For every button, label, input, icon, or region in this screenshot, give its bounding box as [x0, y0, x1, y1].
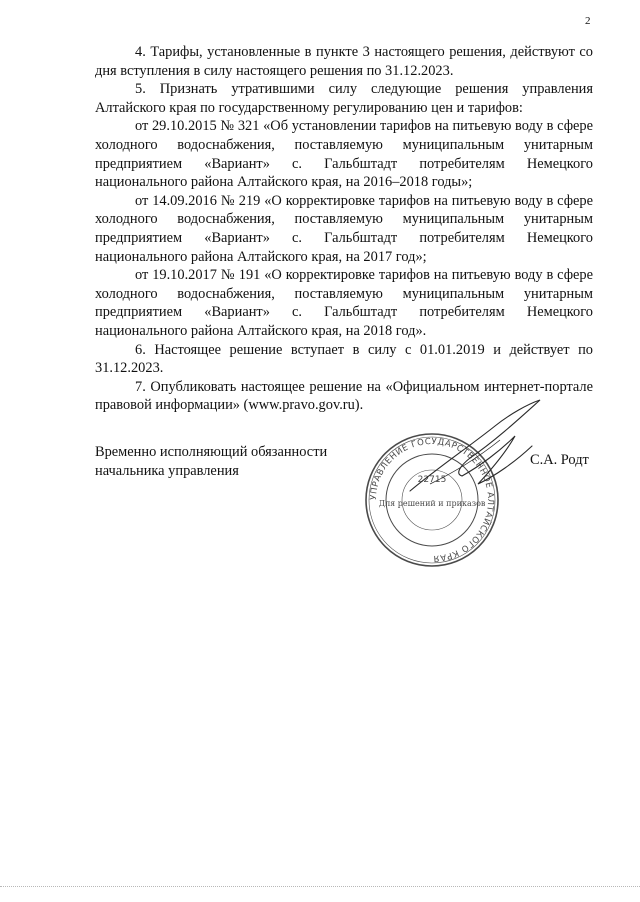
signer-title-line-1: Временно исполняющий обязанности: [95, 444, 328, 460]
paragraph-5-item-2: от 14.09.2016 № 219 «О корректировке тарифов на питьевую воду в сфере холодного водоснабжения, поставляемую муниципальным унитарным предприятием «Вариант» с. Гальбштадт потребителям Немецкого национального района Алтайского края, на 2017 год»;: [95, 192, 593, 265]
paragraph-5: 5. Признать утратившими силу следующие решения управления Алтайского края по государственному регулированию цен и тарифов:: [95, 81, 593, 116]
paragraph-4: 4. Тарифы, установленные в пункте 3 настоящего решения, действуют со дня вступления в силу настоящего решения по 31.12.2023.: [95, 44, 593, 79]
handwritten-signature: [400, 396, 550, 506]
signer-name: С.А. Родт: [530, 452, 589, 468]
signer-title-line-2: начальника управления: [95, 462, 239, 479]
paragraph-5-item-3: от 19.10.2017 № 191 «О корректировке тарифов на питьевую воду в сфере холодного водоснабжения, поставляемую муниципальным унитарным предприятием «Вариант» с. Гальбштадт потребителям Немецкого национального района Алтайского края, на 2018 год».: [95, 267, 593, 339]
seal-outer-text: УПРАВЛЕНИЕ ГОСУДАРСТВЕННОЕ АЛТАЙСКОГО КРАЯ: [368, 436, 496, 564]
bottom-divider: [0, 886, 640, 887]
paragraph-7: 7. Опубликовать настоящее решение на «Официальном интернет-портале правовой информации» (www.pravo.gov.ru).: [95, 378, 593, 414]
document-body: [95, 43, 593, 415]
page-number: 2: [585, 15, 591, 27]
signer-title: [95, 443, 395, 480]
seal-inner-text: Для решений и приказов: [378, 499, 486, 508]
seal-number: 22715: [417, 475, 447, 485]
paragraph-5-item-1: от 29.10.2015 № 321 «Об установлении тарифов на питьевую воду в сфере холодного водоснабжения, поставляемую муниципальным унитарным предприятием «Вариант» с. Гальбштадт потребителям Немецкого национального района Алтайского края, на 2016–2018 годы»;: [95, 118, 593, 191]
paragraph-6: 6. Настоящее решение вступает в силу с 01.01.2019 и действует по 31.12.2023.: [95, 341, 593, 377]
